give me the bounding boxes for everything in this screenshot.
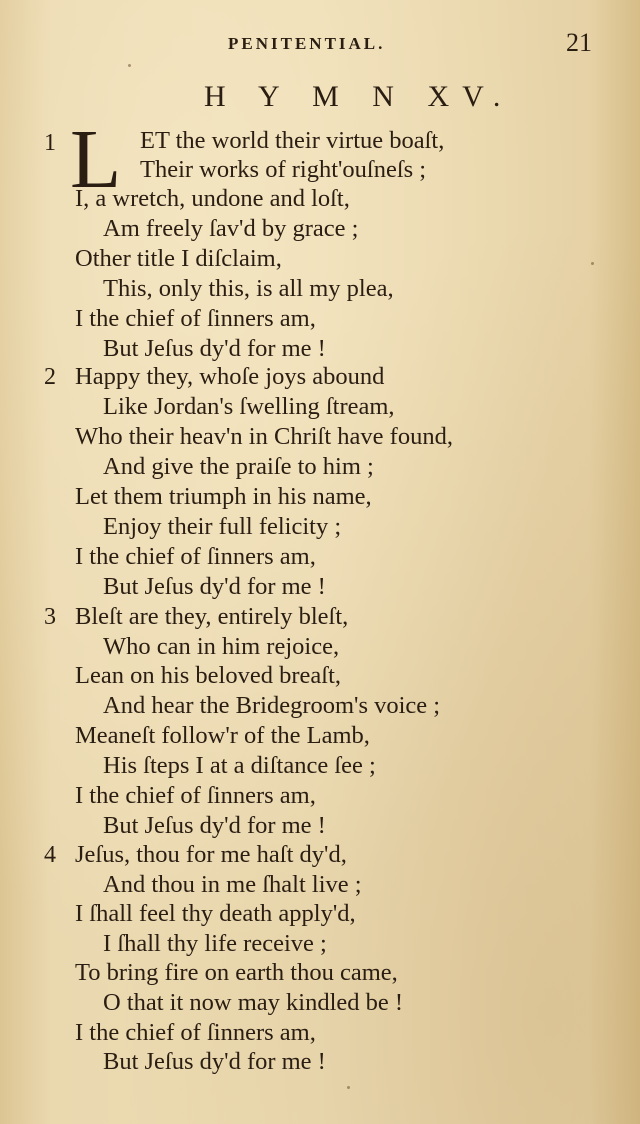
verse-line: O that it now may kindled be !: [103, 989, 404, 1016]
verse-line: I, a wretch, undone and loſt,: [75, 185, 350, 212]
verse-line: Who can in him rejoice,: [103, 633, 340, 660]
verse-line: Jeſus, thou for me haſt dy'd,: [75, 841, 347, 868]
verse-line: And thou in me ſhalt live ;: [103, 871, 362, 898]
verse-line: Other title I diſclaim,: [75, 245, 282, 272]
verse-line: I the chief of ſinners am,: [75, 782, 316, 809]
verse-line: But Jeſus dy'd for me !: [103, 573, 326, 600]
verse-line: I ſhall thy life receive ;: [103, 930, 327, 957]
verse-line: And hear the Bridegroom's voice ;: [103, 692, 441, 719]
stanza-number: 4: [44, 842, 56, 868]
page-number: 21: [566, 28, 592, 57]
verse-line: Happy they, whoſe joys abound: [75, 363, 385, 390]
verse-line: ET the world their virtue boaſt,: [140, 127, 445, 154]
verse-line: His ſteps I at a diſtance ſee ;: [103, 752, 376, 779]
stanza-number: 1: [44, 130, 56, 156]
verse-line: Meaneſt follow'r of the Lamb,: [75, 722, 370, 749]
running-head: PENITENTIAL.: [228, 34, 386, 53]
verse-line: But Jeſus dy'd for me !: [103, 812, 326, 839]
verse-line: And give the praiſe to him ;: [103, 453, 374, 480]
verse-line: Bleſt are they, entirely bleſt,: [75, 603, 349, 630]
verse-line: Lean on his beloved breaſt,: [75, 662, 342, 689]
paper-speck: [128, 64, 131, 67]
verse-line: This, only this, is all my plea,: [103, 275, 394, 302]
verse-line: But Jeſus dy'd for me !: [103, 1048, 326, 1075]
verse-line: To bring fire on earth thou came,: [75, 959, 398, 986]
verse-line: But Jeſus dy'd for me !: [103, 335, 326, 362]
verse-line: Who their heav'n in Chriſt have found,: [75, 423, 453, 450]
drop-cap: L: [70, 113, 122, 206]
verse-line: I the chief of ſinners am,: [75, 1019, 316, 1046]
paper-speck: [347, 1086, 350, 1089]
verse-line: Like Jordan's ſwelling ſtream,: [103, 393, 395, 420]
verse-line: Their works of right'ouſneſs ;: [140, 156, 427, 183]
verse-line: I the chief of ſinners am,: [75, 543, 316, 570]
verse-line: I ſhall feel thy death apply'd,: [75, 900, 356, 927]
verse-line: Am freely ſav'd by grace ;: [103, 215, 359, 242]
stanza-number: 3: [44, 604, 56, 630]
verse-line: Enjoy their full felicity ;: [103, 513, 342, 540]
verse-line: Let them triumph in his name,: [75, 483, 372, 510]
hymn-title: H Y M N XV.: [204, 80, 514, 113]
verse-line: I the chief of ſinners am,: [75, 305, 316, 332]
paper-speck: [591, 262, 594, 265]
stanza-number: 2: [44, 364, 56, 390]
